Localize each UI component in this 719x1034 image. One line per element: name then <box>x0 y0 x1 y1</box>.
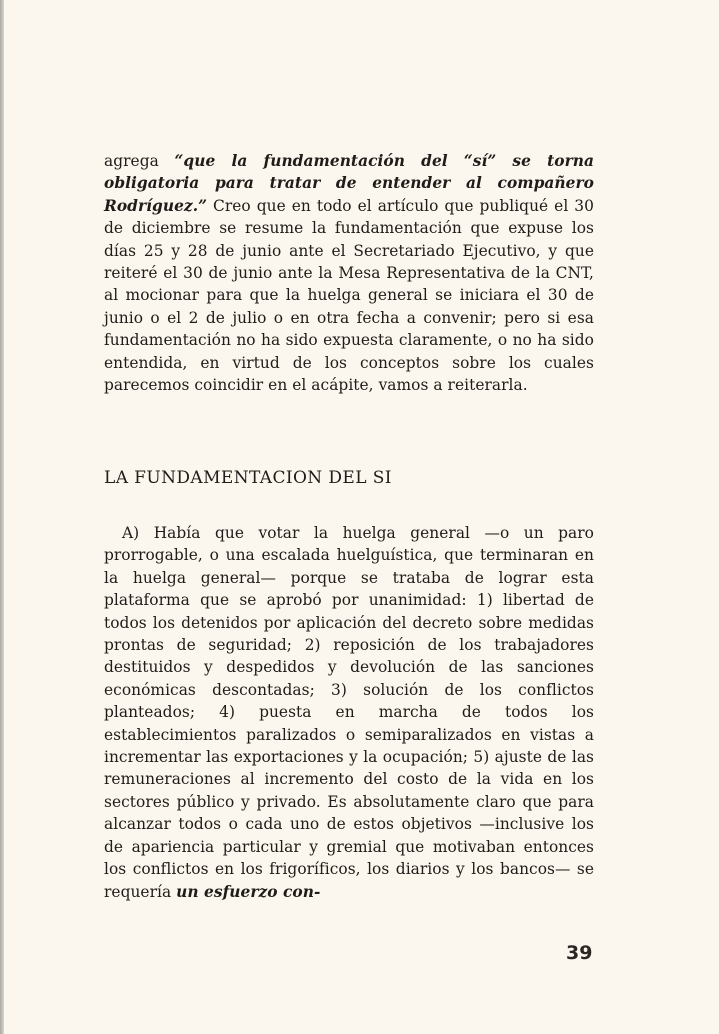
page-edge-shadow <box>0 0 4 1034</box>
section-body: A) Había que votar la huelga general —o un paro prorrogable, o una escalada huelguística, que terminaran en la huelga general— porque se trataba de lograr esta plataforma que se aprobó por unanimidad: 1) libertad de todos los detenidos por aplicación del decreto sobre medidas prontas de seguridad; 2) reposición de los trabajadores destituidos y despedidos y devolución de las sanciones económicas descontadas; 3) solución de los conflictos planteados; 4) puesta en marcha de todos los establecimientos paralizados o semiparalizados en vistas a incrementar las exportaciones y la ocupación; 5) ajuste de las remuneraciones al incremento del costo de la vida en los sectores público y privado. Es absolutamente claro que para alcanzar todos o cada uno de estos objetivos —inclusive los de apariencia particular y gremial que motivaban entonces los conflictos en los frigoríficos, los diarios y los bancos— se requería <box>104 524 594 901</box>
section-heading: LA FUNDAMENTACION DEL SI <box>104 468 392 488</box>
section-paragraph <box>104 522 594 903</box>
page-number: 39 <box>566 942 593 964</box>
intro-lead: agrega <box>104 152 175 170</box>
intro-paragraph <box>104 150 594 396</box>
section-emphasis: un esfuerzo con- <box>176 882 321 901</box>
intro-quote: “que la fundamentación del “sí” se torna obligatoria para tratar de entender al compañero Rodríguez.” <box>104 152 594 215</box>
intro-body: Creo que en todo el artículo que publiqué el 30 de diciembre se resume la fundamentación que expuse los días 25 y 28 de junio ante el Secretariado Ejecutivo, y que reiteré el 30 de junio ante la Mesa Representativa de la CNT, al mocionar para que la huelga general se iniciara el 30 de junio o el 2 de julio o en otra fecha a convenir; pero si esa fundamentación no ha sido expuesta claramente, o no ha sido entendida, en virtud de los conceptos sobre los cuales parecemos coincidir en el acápite, vamos a reiterarla. <box>104 196 594 395</box>
page-body <box>104 150 594 901</box>
